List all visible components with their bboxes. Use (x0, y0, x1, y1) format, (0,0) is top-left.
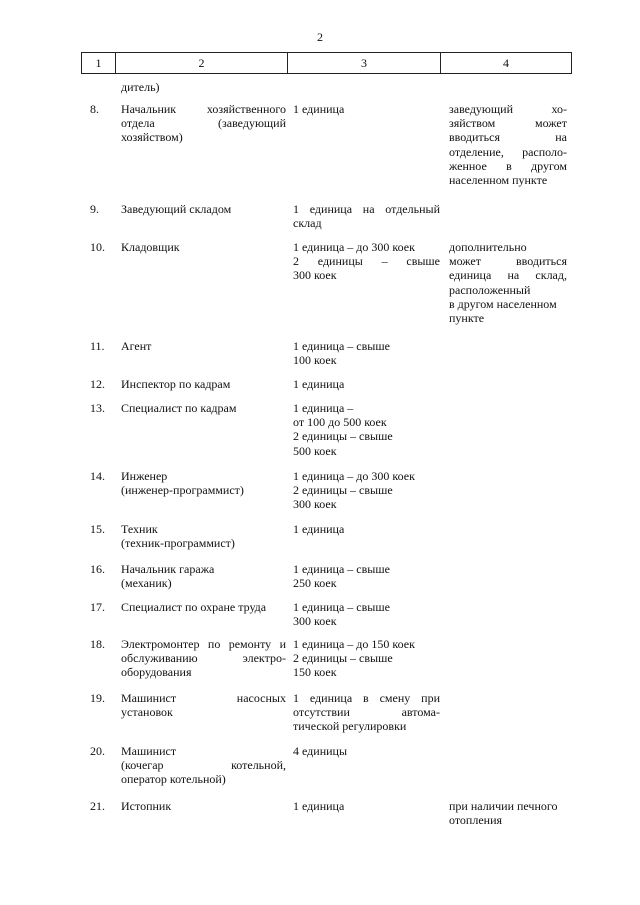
table-cell-name (121, 377, 286, 391)
cell-line: 1 единица – до 300 коек (293, 469, 415, 483)
table-cell-name (121, 401, 286, 415)
row-number: 14. (90, 469, 105, 483)
table-cell-name (121, 240, 286, 254)
table-cell-name (121, 691, 286, 719)
cell-line: единица на склад, (449, 268, 567, 283)
row-number: 19. (90, 691, 105, 705)
table-cell-qty (293, 377, 440, 391)
cell-line: установок (121, 705, 173, 720)
cell-line: 1 единица – свыше (293, 339, 390, 353)
cell-line: 2 единицы – свыше (293, 651, 393, 666)
cell-line: при наличии печного (449, 799, 558, 813)
cell-line: 1 единица – (293, 401, 354, 415)
table-cell-qty (293, 339, 440, 367)
cell-line: дополнительно (449, 240, 527, 254)
cell-line: отделение, располо- (449, 144, 567, 159)
cell-line: Электромонтер по ремонту и (121, 637, 286, 651)
cell-line: Машинист (121, 744, 177, 758)
row-number: 13. (90, 401, 105, 415)
cell-line: обслуживанию электро- (121, 651, 286, 666)
row-number: 9. (90, 202, 99, 216)
cell-line: может вводиться (449, 254, 567, 269)
cell-line: 1 единица на отдельный (293, 202, 440, 216)
table-cell-qty (293, 799, 440, 813)
table-cell-qty (293, 240, 440, 283)
table-cell-qty (293, 600, 440, 628)
table-cell-name (121, 469, 286, 497)
table-cell-name (121, 799, 286, 813)
header-cell-2: 2 (116, 53, 288, 73)
cell-line: Заведующий складом (121, 202, 232, 216)
row-number: 16. (90, 562, 105, 576)
cell-line: Машинист насосных (121, 691, 286, 705)
cell-line: в другом населенном (449, 296, 557, 311)
cell-line: от 100 до 500 коек (293, 415, 387, 430)
cell-line: отдела (заведующий (121, 116, 286, 131)
cell-line: 2 единицы – свыше (293, 254, 440, 269)
cell-line: 300 коек (293, 497, 337, 512)
row-number: 8. (90, 102, 99, 116)
cell-line: Инженер (121, 469, 168, 483)
table-cell-qty (293, 562, 440, 590)
cell-line: населенном пункте (449, 173, 548, 188)
table-cell-note (449, 240, 567, 325)
row-number: 15. (90, 522, 105, 536)
cell-line: Истопник (121, 799, 172, 813)
header-cell-4: 4 (503, 56, 509, 70)
cell-line: склад (293, 216, 322, 231)
cell-line: (механик) (121, 576, 172, 591)
table-cell-note (449, 799, 567, 827)
cell-line: 1 единица (293, 102, 345, 116)
cell-line: Специалист по охране труда (121, 600, 267, 614)
cell-line: Кладовщик (121, 240, 180, 254)
cell-line: 100 коек (293, 353, 337, 368)
cell-line: тической регулировки (293, 719, 407, 734)
page-number: 2 (317, 30, 323, 44)
table-cell-qty (293, 102, 440, 116)
row-number: 11. (90, 339, 105, 353)
cell-line: отопления (449, 813, 503, 828)
row-number: 20. (90, 744, 105, 758)
cell-line: (техник-программист) (121, 536, 235, 551)
cell-line: отсутствии автома- (293, 705, 440, 720)
cell-line: 1 единица – до 300 коек (293, 240, 415, 254)
cell-line: 1 единица – свыше (293, 600, 390, 614)
cell-line: (инженер-программист) (121, 483, 244, 498)
table-cell-qty (293, 202, 440, 230)
table-cell-name (121, 744, 286, 787)
table-cell-qty (293, 469, 440, 512)
header-cell-3: 3 (288, 53, 441, 73)
table-cell-name (121, 522, 286, 550)
cell-line: Техник (121, 522, 158, 536)
table-header (81, 52, 572, 74)
cell-line: оборудования (121, 665, 192, 680)
row-number: 17. (90, 600, 105, 614)
table-cell-name (121, 339, 286, 353)
cell-line: Инспектор по кадрам (121, 377, 231, 391)
cell-line: Агент (121, 339, 152, 353)
table-cell-qty (293, 522, 440, 536)
cell-line: 300 коек (293, 614, 337, 629)
cell-line: (кочегар котельной, (121, 758, 286, 773)
table-cell-name (121, 600, 286, 614)
cell-line: 150 коек (293, 665, 337, 680)
cell-line: 1 единица в смену при (293, 691, 440, 705)
cell-line: вводиться на (449, 130, 567, 145)
table-cell-name (121, 202, 286, 216)
cell-line: хозяйством) (121, 130, 183, 145)
cell-line: зяйством может (449, 116, 567, 131)
row-number: 10. (90, 240, 105, 254)
cell-line: 1 единица – до 150 коек (293, 637, 415, 651)
continued-text: дитель) (121, 80, 160, 94)
table-cell-name (121, 562, 286, 590)
cell-line: женное в другом (449, 158, 567, 173)
cell-line: 300 коек (293, 268, 337, 283)
cell-line: Начальник хозяйственного (121, 102, 286, 116)
cell-line: 1 единица (293, 522, 345, 536)
row-number: 18. (90, 637, 105, 651)
cell-line: Специалист по кадрам (121, 401, 237, 415)
row-number: 12. (90, 377, 105, 391)
cell-line: 250 коек (293, 576, 337, 591)
cell-line: 2 единицы – свыше (293, 429, 393, 444)
cell-line: 1 единица – свыше (293, 562, 390, 576)
table-cell-qty (293, 637, 440, 680)
cell-line: оператор котельной) (121, 772, 226, 787)
cell-line: 1 единица (293, 377, 345, 391)
header-cell-1: 1 (82, 53, 116, 73)
table-cell-qty (293, 691, 440, 734)
table-cell-qty (293, 744, 440, 758)
cell-line: 1 единица (293, 799, 345, 813)
cell-line: 4 единицы (293, 744, 348, 758)
table-cell-qty (293, 401, 440, 458)
cell-line: заведующий хо- (449, 102, 567, 116)
cell-line: Начальник гаража (121, 562, 215, 576)
cell-line: пункте (449, 311, 485, 326)
table-cell-name (121, 637, 286, 680)
cell-line: 2 единицы – свыше (293, 483, 393, 498)
table-cell-name (121, 102, 286, 145)
row-number: 21. (90, 799, 105, 813)
cell-line: 500 коек (293, 443, 337, 458)
table-cell-note (449, 102, 567, 187)
cell-line: расположенный (449, 282, 531, 297)
